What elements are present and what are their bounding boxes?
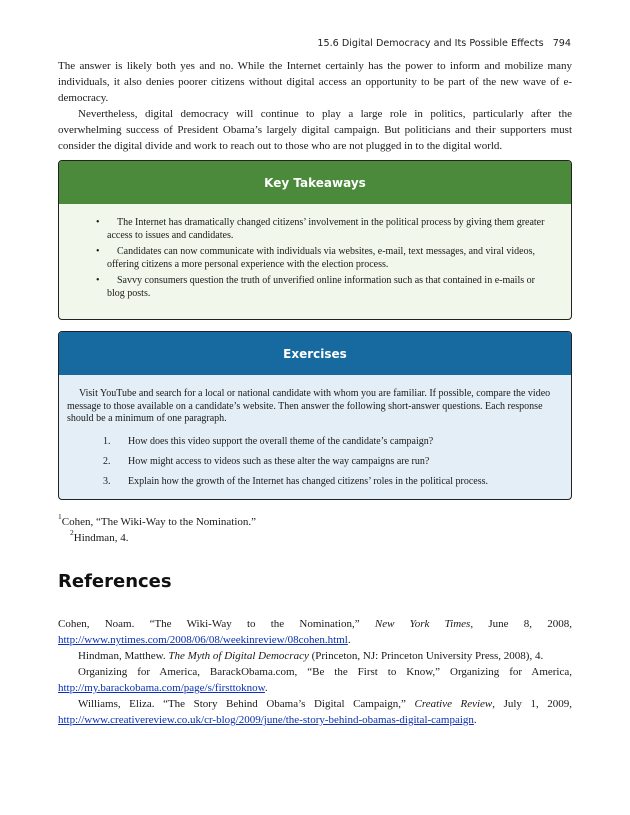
- question-text: How might access to videos such as these alter the way campaigns are run?: [128, 456, 430, 467]
- reference-entry: [58, 648, 572, 664]
- question-text: How does this video support the overall theme of the candidate’s campaign?: [128, 436, 434, 447]
- footnotes: [58, 514, 256, 546]
- exercise-question: [103, 476, 557, 488]
- ref-text: .: [473, 714, 477, 726]
- ref-text: (Princeton, NJ: Princeton University Press, 2008), 4.: [308, 650, 544, 662]
- footnote: [58, 514, 256, 530]
- paragraph-text: The answer is likely both yes and no. While the Internet certainly has the power to inform and mobilize many individuals, it also denies poorer citizens without digital access an opportunity to be part of the new wave of e-democracy.: [58, 60, 572, 104]
- reference-entry: [58, 696, 572, 728]
- key-takeaways-list: [96, 217, 555, 305]
- bullet-icon: •: [96, 275, 100, 287]
- key-takeaways-header: [59, 161, 571, 204]
- ref-italic-title: The Myth of Digital Democracy: [168, 650, 309, 662]
- ref-text: Organizing for America, BarackObama.com, “Be the First to Know,” Organizing for America,: [78, 666, 572, 678]
- question-number: 3.: [103, 476, 111, 487]
- exercise-questions-list: [103, 436, 557, 496]
- ref-text: Hindman, Matthew.: [78, 650, 169, 662]
- ref-text: , July 1, 2009,: [492, 698, 573, 710]
- reference-link[interactable]: http://my.barackobama.com/page/s/firsttoknow: [58, 682, 265, 694]
- takeaway-text: The Internet has dramatically changed citizens’ involvement in the political process by giving them greater access to issues and candidates.: [107, 217, 545, 241]
- body-paragraph: [58, 58, 572, 106]
- takeaway-item: [96, 217, 555, 242]
- references-heading: References: [58, 571, 172, 592]
- exercises-box: [58, 331, 572, 500]
- footnote-text: Cohen, “The Wiki-Way to the Nomination.”: [61, 516, 257, 528]
- ref-italic-title: Creative Review: [414, 698, 493, 710]
- takeaway-text: Candidates can now communicate with individuals via websites, e-mail, text messages, and viral videos, offering citizens a more personal experience with the election process.: [107, 246, 535, 270]
- footnote: [58, 530, 256, 546]
- key-takeaways-box: [58, 160, 572, 320]
- footnote-mark: 1: [58, 512, 62, 522]
- ref-text: , June 8, 2008,: [470, 618, 572, 630]
- takeaway-item: [96, 246, 555, 271]
- reference-link[interactable]: http://www.creativereview.co.uk/cr-blog/2009/june/the-story-behind-obamas-digital-campaign: [58, 714, 474, 726]
- takeaway-item: [96, 275, 555, 300]
- question-text: Explain how the growth of the Internet has changed citizens’ roles in the political process.: [128, 476, 488, 487]
- exercise-question: [103, 456, 557, 468]
- footnote-mark: 2: [70, 528, 74, 538]
- key-takeaways-title: Key Takeaways: [264, 175, 366, 190]
- bullet-icon: •: [96, 217, 100, 228]
- reference-entry: [58, 664, 572, 696]
- bullet-icon: •: [96, 246, 100, 258]
- exercises-title: Exercises: [283, 346, 347, 361]
- ref-text: Williams, Eliza. “The Story Behind Obama’s Digital Campaign,”: [78, 698, 415, 710]
- paragraph-text: Nevertheless, digital democracy will continue to play a large role in politics, particularly after the overwhelming success of President Obama’s largely digital campaign. But politicians and their supporters must consider the digital divide and work to reach out to those who are not plugged in to the digital world.: [58, 108, 572, 152]
- ref-italic-title: New York Times: [374, 618, 471, 630]
- section-title: 15.6 Digital Democracy and Its Possible Effects: [317, 38, 544, 49]
- ref-text: .: [347, 634, 351, 646]
- question-number: 2.: [103, 456, 111, 467]
- ref-text: Cohen, Noam. “The Wiki-Way to the Nomination,”: [58, 618, 375, 630]
- references-list: [58, 616, 572, 728]
- takeaway-text: Savvy consumers question the truth of unverified online information such as that contained in e-mails or blog posts.: [107, 275, 535, 299]
- exercise-question: [103, 436, 557, 448]
- question-number: 1.: [103, 436, 111, 447]
- footnote-text: Hindman, 4.: [73, 532, 129, 544]
- page-number: 794: [552, 38, 571, 49]
- reference-entry: [58, 616, 572, 648]
- reference-link[interactable]: http://www.nytimes.com/2008/06/08/weekinreview/08cohen.html: [58, 634, 348, 646]
- body-paragraph: [58, 106, 572, 154]
- ref-text: .: [264, 682, 268, 694]
- exercises-header: [59, 332, 571, 375]
- exercises-intro: Visit YouTube and search for a local or national candidate with whom you are familiar. If possible, compare the video message to those available on a candidate’s website. Then answer the following short-answer questions. Each response should be a minimum of one paragraph.: [67, 388, 551, 425]
- running-head: [317, 38, 571, 49]
